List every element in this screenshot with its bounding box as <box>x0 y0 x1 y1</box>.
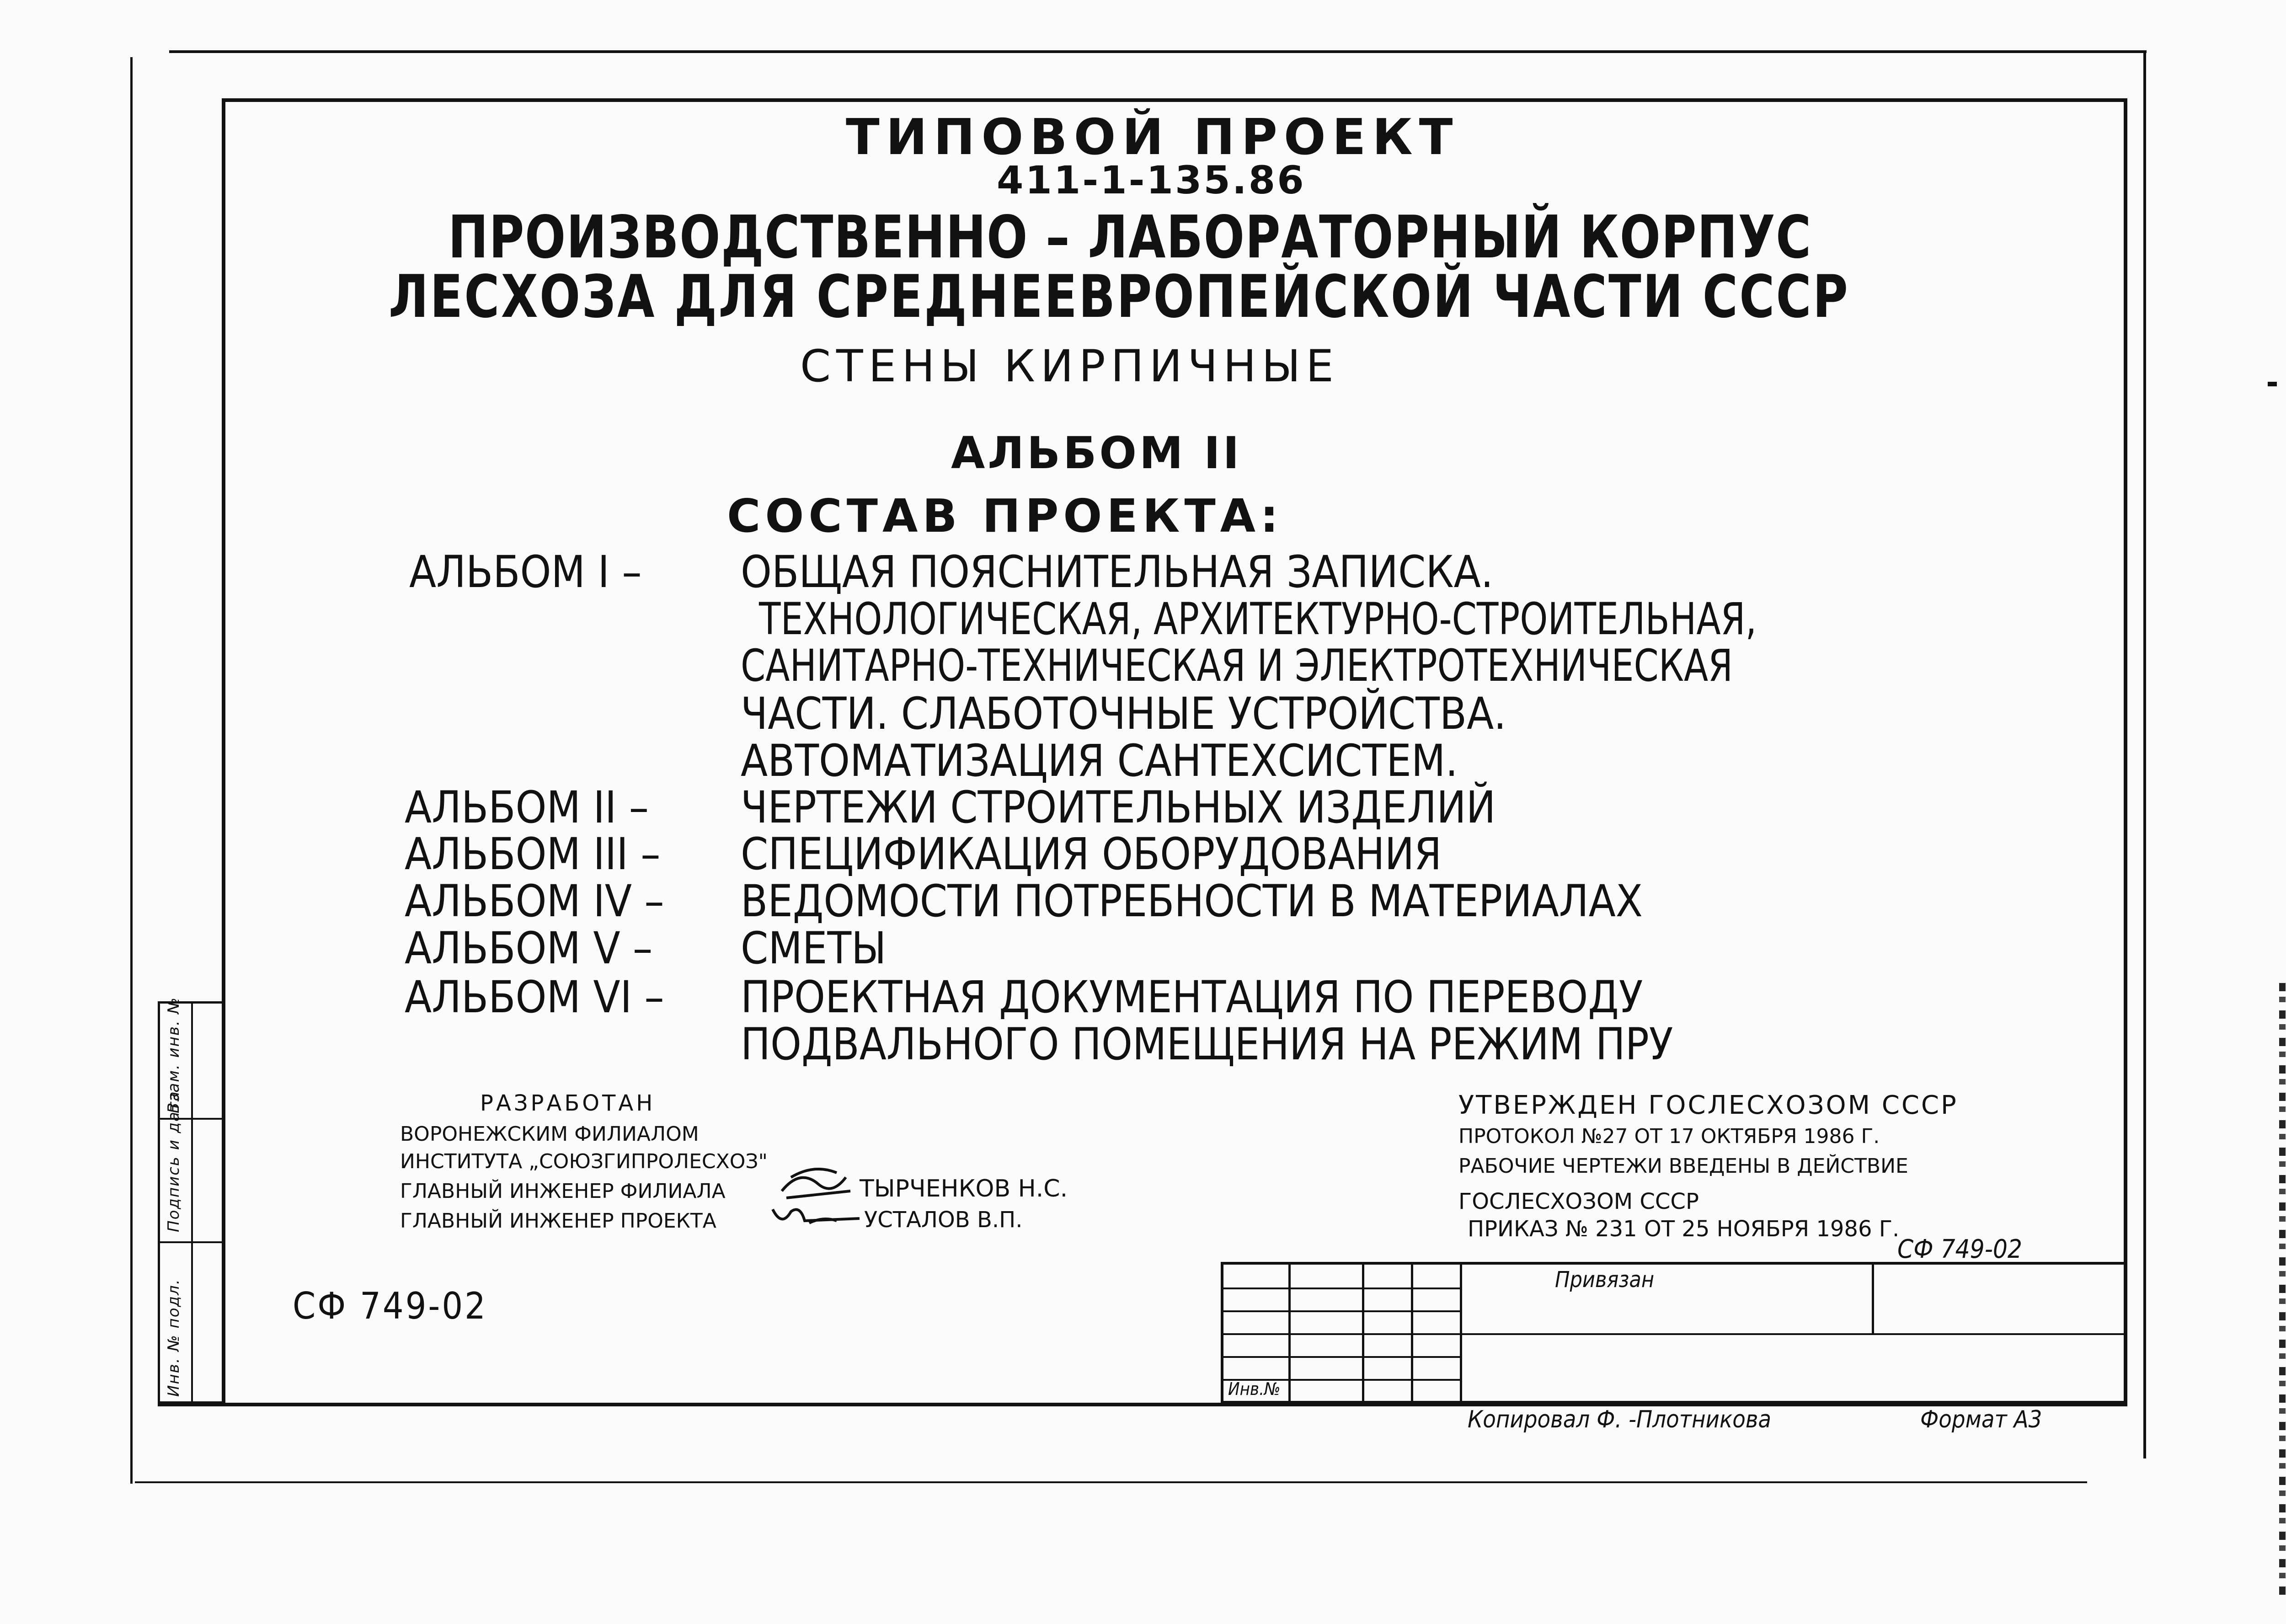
developer-line-2: ИНСТИТУТА „СОЮЗГИПРОЛЕСХОЗ" <box>400 1150 768 1173</box>
title-line-1: ПРОИЗВОДСТВЕННО – ЛАБОРАТОРНЫЙ КОРПУС <box>448 203 1812 272</box>
signature-2 <box>768 1200 864 1239</box>
bottom-rule <box>135 1481 2087 1483</box>
album-3-line: СПЕЦИФИКАЦИЯ ОБОРУДОВАНИЯ <box>741 828 1442 880</box>
album-1-label: АЛЬБОМ I – <box>409 546 642 598</box>
title-line-2: ЛЕСХОЗА ДЛЯ СРЕДНЕЕВРОПЕЙСКОЙ ЧАСТИ СССР <box>389 263 1850 331</box>
album-number: АЛЬБОМ II <box>951 427 1242 479</box>
album-2-line: ЧЕРТЕЖИ СТРОИТЕЛЬНЫХ ИЗДЕЛИЙ <box>741 782 1496 833</box>
developer-heading: РАЗРАБОТАН <box>480 1090 656 1116</box>
side-label-replace: Взам. инв. № <box>165 997 183 1113</box>
inner-frame-left <box>222 98 225 1406</box>
album-5-label: АЛЬБОМ V – <box>405 923 653 974</box>
signature-1 <box>777 1159 855 1207</box>
album-6-label: АЛЬБОМ VI – <box>405 972 664 1023</box>
album-1-line-2: ТЕХНОЛОГИЧЕСКАЯ, АРХИТЕКТУРНО-СТРОИТЕЛЬНАЯ, <box>759 593 1757 645</box>
developer-line-1: ВОРОНЕЖСКИМ ФИЛИАЛОМ <box>400 1122 699 1146</box>
inner-frame-top <box>224 98 2126 102</box>
album-6-line-2: ПОДВАЛЬНОГО ПОМЕЩЕНИЯ НА РЕЖИМ ПРУ <box>741 1019 1673 1070</box>
copied-by: Копировал Ф. -Плотникова <box>1468 1406 1772 1433</box>
side-strip <box>158 997 222 1404</box>
inv-label: Инв.№ <box>1228 1379 1281 1399</box>
chief-project-name: УСТАЛОВ В.П. <box>864 1207 1023 1233</box>
outer-frame-right <box>2143 50 2146 1458</box>
approval-line-1: УТВЕРЖДЕН ГОСЛЕСХОЗОМ СССР <box>1458 1090 1958 1120</box>
outer-frame-top <box>169 50 2147 53</box>
left-code: СФ 749-02 <box>293 1285 487 1327</box>
album-2-label: АЛЬБОМ II – <box>405 782 649 833</box>
outer-frame-left <box>130 57 133 1484</box>
approval-line-3: РАБОЧИЕ ЧЕРТЕЖИ ВВЕДЕНЫ В ДЕЙСТВИЕ <box>1458 1154 1908 1178</box>
approval-line-2: ПРОТОКОЛ №27 ОТ 17 ОКТЯБРЯ 1986 Г. <box>1458 1125 1880 1148</box>
bound-label: Привязан <box>1555 1267 1655 1293</box>
album-3-label: АЛЬБОМ III – <box>405 828 661 880</box>
chief-branch-name: ТЫРЧЕНКОВ Н.С. <box>860 1175 1068 1202</box>
scan-edge <box>2279 983 2286 1600</box>
album-4-line: ВЕДОМОСТИ ПОТРЕБНОСТИ В МАТЕРИАЛАХ <box>741 876 1643 927</box>
album-1-line-4: ЧАСТИ. СЛАБОТОЧНЫЕ УСТРОЙСТВА. <box>741 688 1506 739</box>
album-1-line-5: АВТОМАТИЗАЦИЯ САНТЕХСИСТЕМ. <box>741 735 1458 786</box>
title-stamp <box>1221 1262 2127 1404</box>
approval-line-5: ПРИКАЗ № 231 ОТ 25 НОЯБРЯ 1986 Г. <box>1468 1216 1900 1242</box>
side-label-inv: Инв. № подл. <box>165 1278 183 1397</box>
approval-line-4: ГОСЛЕСХОЗОМ СССР <box>1458 1189 1699 1214</box>
chief-branch-role: ГЛАВНЫЙ ИНЖЕНЕР ФИЛИАЛА <box>400 1180 726 1203</box>
contents-heading: СОСТАВ ПРОЕКТА: <box>727 489 1283 543</box>
chief-project-role: ГЛАВНЫЙ ИНЖЕНЕР ПРОЕКТА <box>400 1209 716 1233</box>
album-1-line-1: ОБЩАЯ ПОЯСНИТЕЛЬНАЯ ЗАПИСКА. <box>741 546 1494 598</box>
scan-mark <box>2268 382 2277 386</box>
side-label-sign: Подпись и дата <box>165 1090 183 1232</box>
inner-frame-right <box>2124 98 2127 1406</box>
album-1-line-3: САНИТАРНО-ТЕХНИЧЕСКАЯ И ЭЛЕКТРОТЕХНИЧЕСКАЯ <box>741 640 1733 691</box>
stamp-code: СФ 749-02 <box>1897 1234 2022 1264</box>
format-label: Формат А3 <box>1920 1406 2042 1433</box>
project-number: 411-1-135.86 <box>997 158 1306 203</box>
subtitle: СТЕНЫ КИРПИЧНЫЕ <box>800 341 1339 392</box>
album-4-label: АЛЬБОМ IV – <box>405 876 664 927</box>
album-5-line: СМЕТЫ <box>741 923 887 974</box>
album-6-line-1: ПРОЕКТНАЯ ДОКУМЕНТАЦИЯ ПО ПЕРЕВОДУ <box>741 972 1643 1023</box>
type-label: ТИПОВОЙ ПРОЕКТ <box>846 109 1459 166</box>
